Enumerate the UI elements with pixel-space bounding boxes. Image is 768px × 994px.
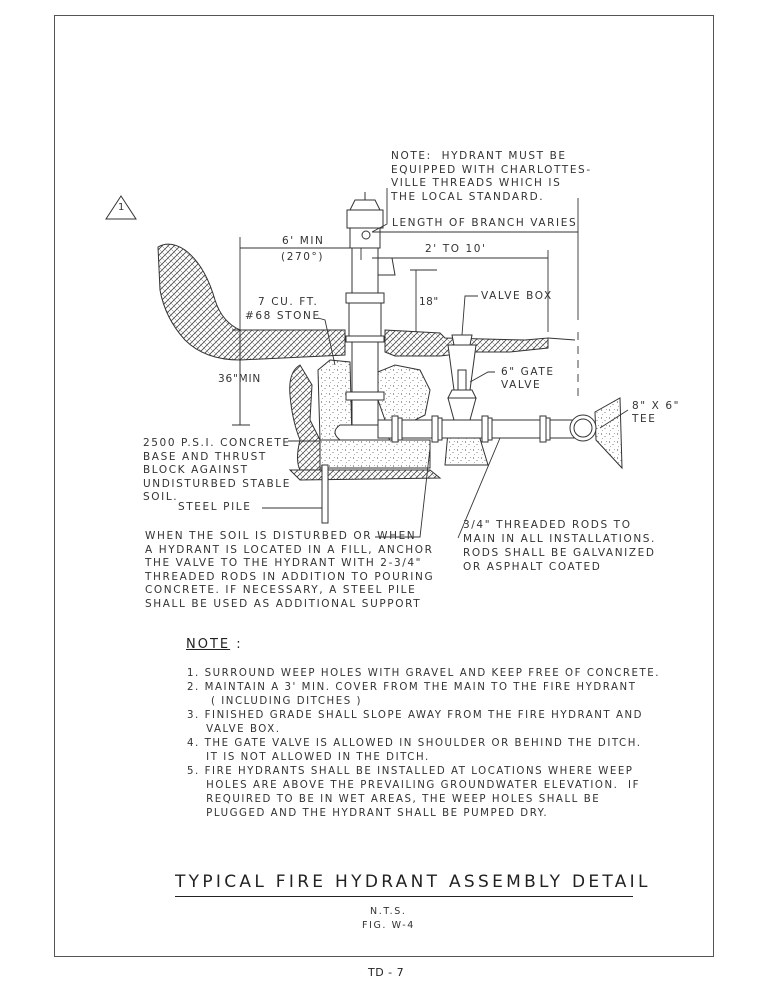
- gate-valve: [448, 335, 476, 420]
- scale-label: N.T.S.: [370, 906, 407, 917]
- branch-pipe: [378, 416, 578, 442]
- rods-line-4: OR ASPHALT COATED: [463, 561, 602, 573]
- note-item: 5. FIRE HYDRANTS SHALL BE INSTALLED AT LOCATIONS WHERE WEEP: [187, 766, 634, 777]
- stone-label-line-2: #68 STONE: [245, 310, 321, 322]
- concrete-label-line-3: BLOCK AGAINST: [143, 464, 249, 476]
- figure-label: FIG. W-4: [362, 920, 415, 931]
- hydrant-note-line-2: EQUIPPED WITH CHARLOTTES-: [391, 163, 592, 176]
- valve-box-label: VALVE BOX: [481, 290, 553, 302]
- disturbed-soil-line-3: THE VALVE TO THE HYDRANT WITH 2-3/4": [145, 557, 423, 569]
- disturbed-soil-line-4: THREADED RODS IN ADDITION TO POURING: [145, 570, 435, 583]
- notes-heading-text: NOTE: [186, 637, 231, 652]
- tee-label-line-2: TEE: [632, 413, 657, 425]
- note-item: 2. MAINTAIN A 3' MIN. COVER FROM THE MAIN TO THE FIRE HYDRANT: [187, 682, 637, 693]
- note-item: VALVE BOX.: [187, 724, 281, 735]
- note-item: ( INCLUDING DITCHES ): [187, 696, 363, 707]
- drawing-title: TYPICAL FIRE HYDRANT ASSEMBLY DETAIL: [175, 872, 651, 892]
- disturbed-soil-line-5: CONCRETE. IF NECESSARY, A STEEL PILE: [145, 584, 417, 596]
- tee-label-line-1: 8" X 6": [632, 400, 681, 412]
- min-distance-metric-label: (270°): [281, 251, 325, 263]
- stone-label-line-1: 7 CU. FT.: [258, 296, 319, 308]
- note-item: REQUIRED TO BE IN WET AREAS, THE WEEP HOLES SHALL BE: [187, 794, 601, 805]
- note-item: 1. SURROUND WEEP HOLES WITH GRAVEL AND KEEP FREE OF CONCRETE.: [187, 668, 661, 679]
- steel-pile-label: STEEL PILE: [178, 501, 252, 513]
- min-distance-label: 6' MIN: [282, 235, 325, 247]
- branch-range-label: 2' TO 10': [425, 243, 487, 255]
- note-item: HOLES ARE ABOVE THE PREVAILING GROUNDWATER ELEVATION. IF: [187, 780, 640, 791]
- hydrant-note-line-4: THE LOCAL STANDARD.: [391, 190, 545, 203]
- disturbed-soil-line-1: WHEN THE SOIL IS DISTURBED OR WHEN: [145, 530, 417, 542]
- concrete-label-line-1: 2500 P.S.I. CONCRETE: [143, 437, 291, 449]
- revision-number: 1: [118, 202, 125, 213]
- concrete-base: [320, 440, 430, 468]
- concrete-label-line-2: BASE AND THRUST: [143, 450, 267, 463]
- note-item: IT IS NOT ALLOWED IN THE DITCH.: [187, 752, 430, 763]
- rods-line-1: 3/4" THREADED RODS TO: [463, 519, 632, 531]
- height-18-label: 18": [419, 296, 439, 308]
- gravel-stone-right: [378, 365, 430, 425]
- tee-thrust-block: [595, 398, 622, 468]
- trench-bottom-hatch: [290, 470, 440, 480]
- hydrant-note-line-1: NOTE: HYDRANT MUST BE: [391, 150, 567, 162]
- notes-list: [187, 667, 687, 821]
- branch-length-label: LENGTH OF BRANCH VARIES: [392, 217, 578, 229]
- title-underline: [175, 896, 633, 897]
- note-item: 4. THE GATE VALVE IS ALLOWED IN SHOULDER OR BEHIND THE DITCH.: [187, 738, 642, 749]
- disturbed-soil-line-6: SHALL BE USED AS ADDITIONAL SUPPORT: [145, 597, 422, 610]
- rods-line-3: RODS SHALL BE GALVANIZED: [463, 547, 656, 559]
- steel-pile: [322, 465, 328, 523]
- note-item: PLUGGED AND THE HYDRANT SHALL BE PUMPED DRY.: [187, 808, 549, 819]
- notes-heading-colon: :: [230, 637, 243, 652]
- tee-fitting: [570, 415, 596, 441]
- hydrant-note-line-3: VILLE THREADS WHICH IS: [391, 177, 562, 189]
- notes-heading: [186, 637, 243, 652]
- concrete-label-line-5: SOIL.: [143, 491, 179, 503]
- concrete-label-line-4: UNDISTURBED STABLE: [143, 477, 291, 490]
- trench-wall-hatch: [290, 365, 320, 470]
- gate-valve-label-line-2: VALVE: [501, 379, 542, 391]
- gate-valve-label-line-1: 6" GATE: [501, 366, 555, 378]
- rods-line-2: MAIN IN ALL INSTALLATIONS.: [463, 533, 656, 545]
- note-item: 3. FINISHED GRADE SHALL SLOPE AWAY FROM THE FIRE HYDRANT AND: [187, 710, 644, 721]
- page-number: TD - 7: [368, 966, 405, 979]
- disturbed-soil-line-2: A HYDRANT IS LOCATED IN A FILL, ANCHOR: [145, 543, 434, 556]
- depth-label: 36"MIN: [218, 373, 262, 385]
